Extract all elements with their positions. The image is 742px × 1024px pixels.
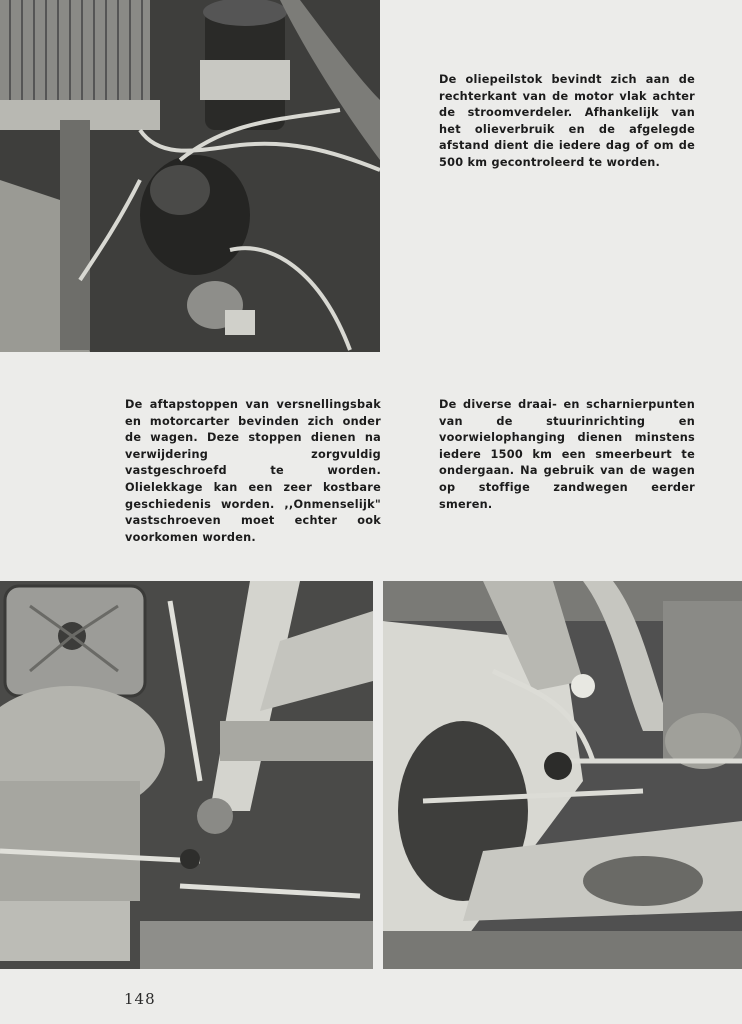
steering-hinges-caption: De diverse draai- en scharnierpunten van de stuurinrichting en voorwielophanging dienen minstens iedere 1500 km een smeerbeurt te ondergaan. Na gebruik van de wagen op stoffige zandwegen eerder smeren. — [439, 398, 695, 511]
dipstick-caption: De oliepeilstok bevindt zich aan de rechterkant van de motor vlak achter de stroomverdeler. Afhankelijk van het olieverbruik en de afgelegde afstand dient die iedere dag of om de 500 km gecontroleerd te worden. — [439, 73, 695, 169]
engine-distributor-photo — [0, 0, 380, 352]
drain-plugs-caption: De aftapstoppen van versnellingsbak en motorcarter bevinden zich onder de wagen. Deze stoppen dienen na verwijdering zorgvuldig vastgeschroefd te worden. Olielekkage kan een zeer kostbare geschiedenis worden. ,,Onmenselijk" vastschroeven moet echter ook voorkomen worden. — [125, 398, 381, 544]
gearbox-underside-photo — [0, 581, 373, 969]
page-number: 148 — [124, 990, 156, 1008]
steering-linkage-photo — [383, 581, 742, 969]
